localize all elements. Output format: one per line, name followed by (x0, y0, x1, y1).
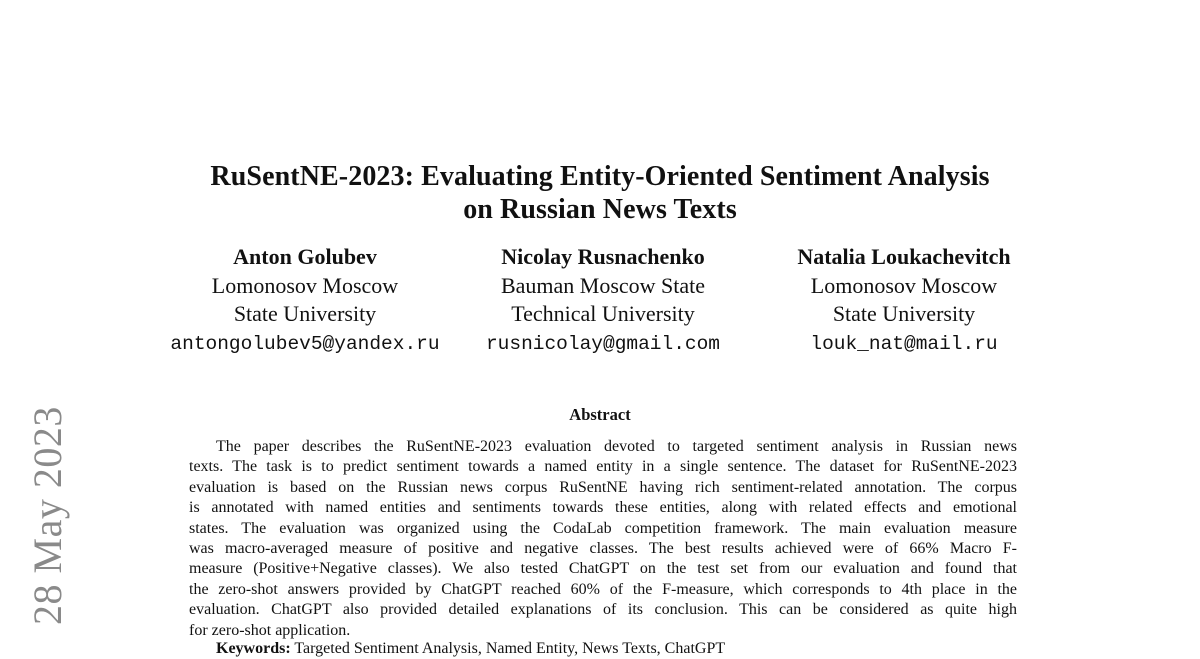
abstract-line: was macro-averaged measure of positive and negative classes. The best results achieved were of 66% Macro F- (189, 540, 1017, 558)
abstract-line: The paper describes the RuSentNE-2023 evaluation devoted to targeted sentiment analysis in Russian news (216, 438, 1017, 455)
abstract-line: for zero-shot application. (189, 621, 351, 639)
abstract-line: the zero-shot answers provided by ChatGPT reached 60% of the F-measure, which corresponds to 4th place in the (189, 580, 1017, 598)
abstract-heading: Abstract (569, 405, 631, 424)
author-affiliation-line-1: Lomonosov Moscow (810, 272, 998, 298)
author-affiliation-line-2: Technical University (511, 301, 695, 326)
abstract-line: texts. The task is to predict sentiment towards a named entity in a single sentence. The dataset for RuSentNE-2023 (189, 458, 1017, 476)
author-affiliation-line-1: Lomonosov Moscow (211, 272, 399, 298)
author-email: antongolubev5@yandex.ru (170, 332, 440, 355)
author-affiliation-line-1: Bauman Moscow State (500, 272, 706, 298)
abstract-line: evaluation is based on the Russian news corpus RuSentNE having rich sentiment-related annotation. The corpus (189, 478, 1017, 496)
keywords-line (216, 639, 725, 659)
author-email: louk_nat@mail.ru (810, 332, 998, 355)
abstract-line: evaluation. ChatGPT also provided detailed explanations of its conclusion. This can be considered as quite high (189, 601, 1017, 619)
abstract-body (189, 437, 1017, 641)
author-affiliation-line-2: State University (832, 301, 976, 326)
author-name: Nicolay Rusnachenko (501, 244, 705, 269)
abstract-line: states. The evaluation was organized using the CodaLab competition framework. The main evaluation measure (189, 519, 1017, 537)
abstract-line: is annotated with named entities and sentiments towards these entities, along with related effects and emotional (189, 499, 1017, 517)
paper-title (0, 160, 1200, 226)
paper-title-line-2: on Russian News Texts (463, 194, 737, 225)
author-block-loukachevitch (754, 243, 1054, 359)
author-name: Anton Golubev (233, 244, 377, 269)
author-affiliation-line-2: State University (233, 301, 377, 326)
author-email: rusnicolay@gmail.com (485, 332, 721, 355)
author-block-golubev (155, 243, 455, 359)
paper-title-line-1: RuSentNE-2023: Evaluating Entity-Oriented Sentiment Analysis (210, 161, 990, 192)
arxiv-date-stamp: 28 May 2023 (25, 406, 70, 625)
abstract-line: measure (Positive+Negative classes). We also tested ChatGPT on the test set from our evaluation and found that (189, 560, 1017, 578)
author-name: Natalia Loukachevitch (797, 244, 1011, 269)
keywords-label: Keywords: (216, 640, 291, 657)
author-block-rusnachenko (453, 243, 753, 359)
keywords-text: Targeted Sentiment Analysis, Named Entity, News Texts, ChatGPT (294, 640, 726, 657)
